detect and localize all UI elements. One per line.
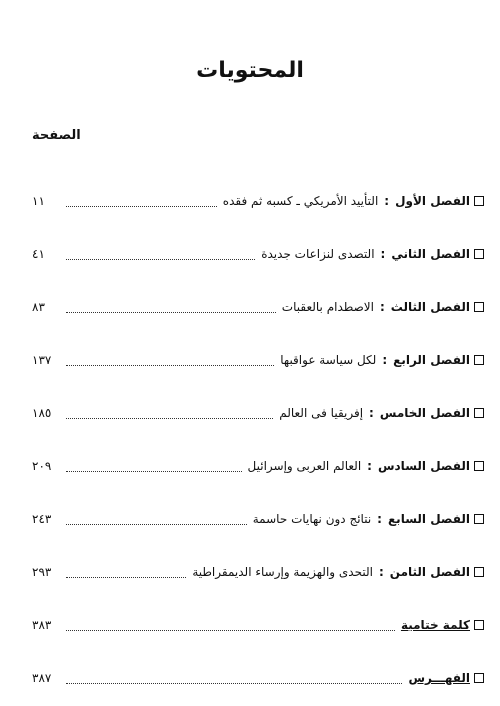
checkbox-icon [474,514,484,524]
toc-entry-description: نتائج دون نهايات حاسمة [252,512,372,526]
toc-entry-description: التحدى والهزيمة وإرساء الديمقراطية [192,565,373,579]
leader-dots [66,249,255,260]
toc-entry [32,455,484,477]
toc-entry [32,667,484,689]
checkbox-icon [474,196,484,206]
toc-entry [32,614,484,636]
checkbox-icon [474,461,484,471]
toc-entry-separator: : [378,565,384,579]
leader-dots [66,461,242,472]
toc-entry [32,561,484,583]
toc-entry-description: إفريقيا فى العالم [279,406,364,420]
leader-dots [66,514,247,525]
leader-dots [66,355,274,366]
toc-entry-description: العالم العربى وإسرائيل [247,459,362,473]
toc-entry-page: ٣٨٣ [32,618,52,632]
toc-entry-page: ٤١ [32,247,45,261]
toc-entry-page: ٣٨٧ [32,671,52,685]
leader-dots [66,567,186,578]
toc-entry-page: ٨٣ [32,300,45,314]
toc-entry-separator: : [384,194,390,208]
toc-entry-page: ٢٤٣ [32,512,52,526]
toc-entry-page: ١١ [32,194,45,208]
toc-entry-page: ١٣٧ [32,353,52,367]
toc-entry-page: ١٨٥ [32,406,52,420]
toc-entry [32,243,484,265]
toc-entry-separator: : [379,300,385,314]
toc-entry-description: التأييد الأمريكي ـ كسبه ثم فقده [222,194,379,208]
toc-entry-chapter: الفصل الخامس [379,406,470,420]
checkbox-icon [474,620,484,630]
checkbox-icon [474,408,484,418]
toc-entry-description: لكل سياسة عواقبها [280,353,377,367]
checkbox-icon [474,249,484,259]
leader-dots [66,302,276,313]
toc-entry-chapter: الفصل الثالث [390,300,470,314]
checkbox-icon [474,302,484,312]
toc-entry-separator: : [377,512,382,526]
toc-entry [32,508,484,530]
toc-entry [32,349,484,371]
toc-entry-chapter: كلمة ختامية [400,618,470,632]
toc-entry-chapter: الفصل السابع [387,512,470,526]
toc-title: المحتويات [196,58,304,83]
toc-entry-description: التصدى لنزاعات جديدة [261,247,375,261]
toc-entry-chapter: الفصل السادس [377,459,470,473]
toc-entry [32,296,484,318]
checkbox-icon [474,567,484,577]
leader-dots [66,408,273,419]
toc-entry-separator: : [382,353,388,367]
leader-dots [66,196,217,207]
toc-entry-separator: : [367,459,372,473]
toc-entry-chapter: الفصل الثاني [391,247,470,261]
toc-entry-description: الاصطدام بالعقبات [281,300,374,314]
checkbox-icon [474,355,484,365]
checkbox-icon [474,673,484,683]
toc-entry-separator: : [369,406,374,420]
leader-dots [66,620,395,631]
leader-dots [66,673,402,684]
toc-entry-separator: : [380,247,386,261]
toc-entry-chapter: الفهـــرس [408,671,470,685]
toc-entry-chapter: الفصل الرابع [393,353,470,367]
toc-entry [32,190,484,212]
page-column-label: الصفحة [32,128,81,143]
toc-entry-chapter: الفصل الثامن [389,565,470,579]
toc-entry-chapter: الفصل الأول [395,194,470,208]
toc-entry-page: ٢٠٩ [32,459,52,473]
toc-entry [32,402,484,424]
toc-entry-page: ٢٩٣ [32,565,52,579]
